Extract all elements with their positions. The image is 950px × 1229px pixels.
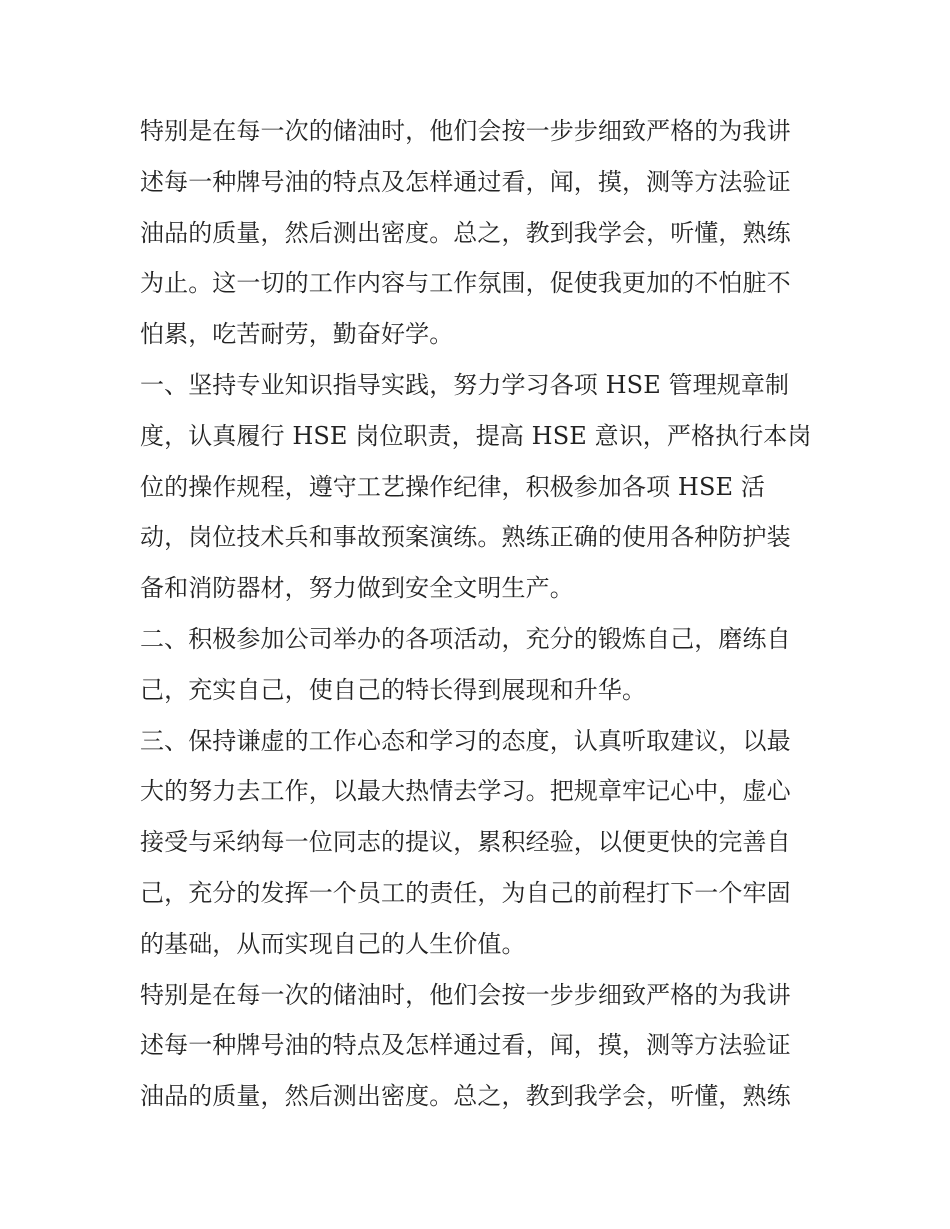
text-line: 一、坚持专业知识指导实践，努力学习各项 HSE 管理规章制 (140, 370, 790, 399)
text-line: 己，充分的发挥一个员工的责任，为自己的前程打下一个牢固 (140, 878, 791, 907)
text-line: 怕累，吃苦耐劳，勤奋好学。 (140, 320, 454, 349)
text-line: 特别是在每一次的储油时，他们会按一步步细致严格的为我讲 (140, 117, 791, 145)
text-line: 度，认真履行 HSE 岗位职责，提高 HSE 意识，严格执行本岗 (140, 421, 812, 450)
text-line: 己，充实自己，使自己的特长得到展现和升华。 (140, 675, 647, 704)
text-line: 接受与采纳每一位同志的提议，累积经验，以便更快的完善自 (140, 828, 791, 857)
text-line: 油品的质量，然后测出密度。总之，教到我学会，听懂，熟练 (140, 218, 791, 247)
text-line: 特别是在每一次的储油时，他们会按一步步细致严格的为我讲 (140, 980, 791, 1009)
document-body (140, 106, 820, 1122)
text-line: 备和消防器材，努力做到安全文明生产。 (140, 574, 574, 603)
text-line: 的基础，从而实现自己的人生价值。 (140, 929, 526, 958)
text-line: 油品的质量，然后测出密度。总之，教到我学会，听懂，熟练 (140, 1082, 791, 1111)
text-line: 三、保持谦虚的工作心态和学习的态度，认真听取建议，以最 (140, 726, 791, 755)
text-line: 为止。这一切的工作内容与工作氛围，促使我更加的不怕脏不 (140, 269, 791, 298)
text-line: 位的操作规程，遵守工艺操作纪律，积极参加各项 HSE 活 (140, 472, 765, 501)
text-line: 二、积极参加公司举办的各项活动，充分的锻炼自己，磨练自 (140, 624, 791, 653)
text-line: 述每一种牌号油的特点及怎样通过看，闻，摸，测等方法验证 (140, 167, 791, 196)
text-line: 述每一种牌号油的特点及怎样通过看，闻，摸，测等方法验证 (140, 1031, 791, 1060)
text-line: 动，岗位技术兵和事故预案演练。熟练正确的使用各种防护装 (140, 523, 791, 552)
text-line: 大的努力去工作，以最大热情去学习。把规章牢记心中，虚心 (140, 777, 791, 806)
